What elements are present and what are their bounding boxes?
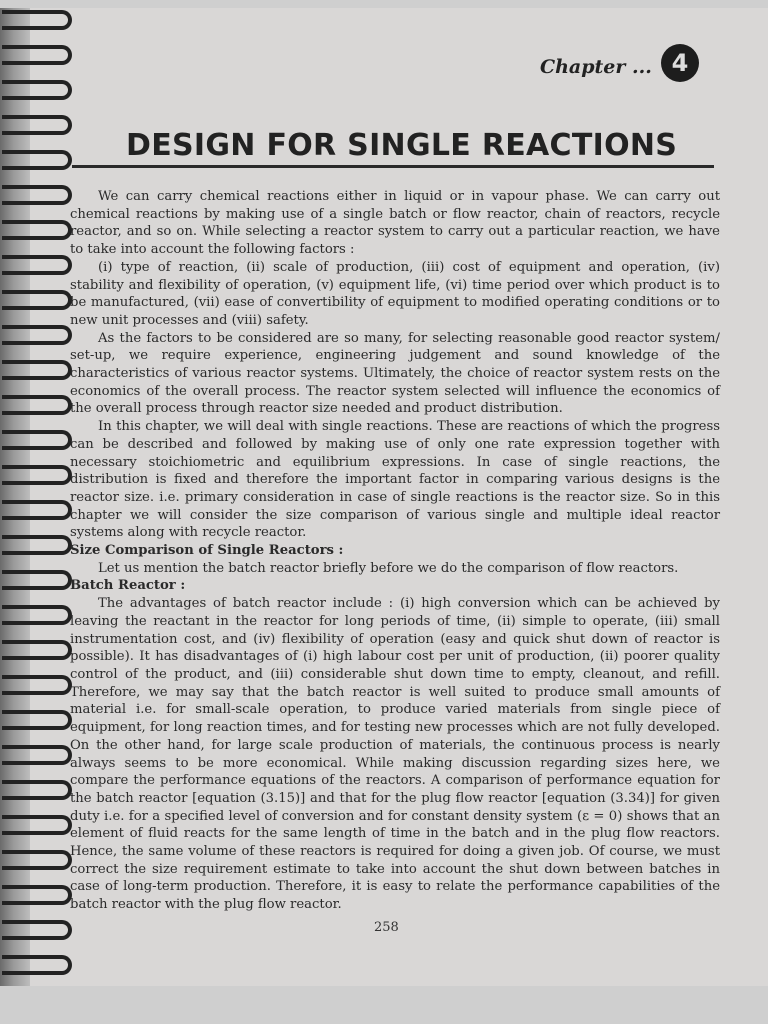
paragraph-batch-reactor: The advantages of batch reactor include : (i) high conversion which can be achieved by leaving the reactant in the reactor for long periods of time, (ii) simple to operate, (iii) small instrumentation cost, and (iv) flexibility of operation (easy and quick shut down of reactor is possible). It has disadvantages of (i) high labour cost per unit of production, (ii) poorer quality control of the product, and (iii) considerable shut down time to empty, cleanout, and refill. Therefore, we may say that the batch reactor is well suited to produce small amounts of material i.e. for small-scale operation, to produce varied materials from single piece of equipment, for long reaction times, and for testing new processes which are not fully developed. On the other hand, for large scale production of materials, the continuous process is nearly always seems to be more economical. While making discussion regarding sizes here, we compare the performance equations of the reactors. A comparison of performance equation for the batch reactor [equation (3.15)] and that for the plug flow reactor [equation (3.34)] for given duty i.e. for a specified level of conversion and for constant density system (ε = 0) shows that an element of fluid reacts for the same length of time in the batch and in the plug flow reactors. Hence, the same volume of these reactors is required for doing a given job. Of course, we must correct the size requirement estimate to take into account the shut down between batches in case of long-term production. Therefore, it is easy to relate the performance capabilities of the batch reactor with the plug flow reactor. — [70, 596, 720, 913]
binding-ring — [2, 920, 72, 940]
page-number: 258 — [374, 920, 399, 935]
binding-ring — [2, 115, 72, 135]
binding-ring — [2, 710, 72, 730]
binding-ring — [2, 955, 72, 975]
binding-ring — [2, 325, 72, 345]
binding-ring — [2, 360, 72, 380]
binding-ring — [2, 535, 72, 555]
binding-ring — [2, 640, 72, 660]
binding-ring — [2, 220, 72, 240]
binding-ring — [2, 395, 72, 415]
binding-ring — [2, 150, 72, 170]
paragraph-factors: (i) type of reaction, (ii) scale of production, (iii) cost of equipment and operation, (iv) stability and flexibility of operation, (v) equipment life, (vi) time period over which product is to be manufactured, (vii) ease of convertibility of equipment to modified operating conditions or to new unit processes and (viii) safety. — [70, 259, 720, 328]
binding-ring — [2, 465, 72, 485]
binding-ring — [2, 605, 72, 625]
binding-ring — [2, 500, 72, 520]
binding-ring — [2, 570, 72, 590]
binding-ring — [2, 430, 72, 450]
chapter-label: Chapter ... — [540, 56, 652, 78]
body-text — [70, 188, 720, 914]
paragraph-experience: As the factors to be considered are so many, for selecting reasonable good reactor system/ set-up, we require experience, engineering judgement and sound knowledge of the characteristics of various reactor systems. Ultimately, the choice of reactor system rests on the economics of the overall process. The reactor system selected will influence the economics of the overall process through reactor size needed and product distribution. — [70, 330, 720, 417]
heading-size-comparison: Size Comparison of Single Reactors : — [70, 543, 344, 559]
binding-ring — [2, 780, 72, 800]
binding-ring — [2, 290, 72, 310]
paragraph-intro: We can carry chemical reactions either in liquid or in vapour phase. We can carry out chemical reactions by making use of a single batch or flow reactor, chain of reactors, recycle reactor, and so on. While selecting a reactor system to carry out a particular reaction, we have to take into account the following factors : — [70, 189, 720, 258]
binding-ring — [2, 850, 72, 870]
binding-ring — [2, 185, 72, 205]
paragraph-single-reactions: In this chapter, we will deal with single reactions. These are reactions of which the progress can be described and followed by making use of only one rate expression together with necessary stoichiometric and equilibrium expressions. In case of single reactions, the distribution is fixed and therefore the important factor in comparing various designs is the reactor size. i.e. primary consideration in case of single reactions is the reactor size. So in this chapter we will consider the size comparison of various single and multiple ideal reactor systems along with recycle reactor. — [70, 419, 720, 541]
binding-ring — [2, 885, 72, 905]
binding-ring — [2, 675, 72, 695]
binding-ring — [2, 255, 72, 275]
binding-ring — [2, 815, 72, 835]
binding-ring — [2, 80, 72, 100]
chapter-number-badge: 4 — [661, 44, 699, 82]
title-underline — [72, 165, 714, 168]
heading-batch-reactor: Batch Reactor : — [70, 578, 186, 594]
binding-ring — [2, 745, 72, 765]
page-title: DESIGN FOR SINGLE REACTIONS — [126, 128, 678, 163]
binding-ring — [2, 45, 72, 65]
binding-ring — [2, 10, 72, 30]
paragraph-size-comparison: Let us mention the batch reactor briefly before we do the comparison of flow reactors. — [98, 560, 679, 576]
